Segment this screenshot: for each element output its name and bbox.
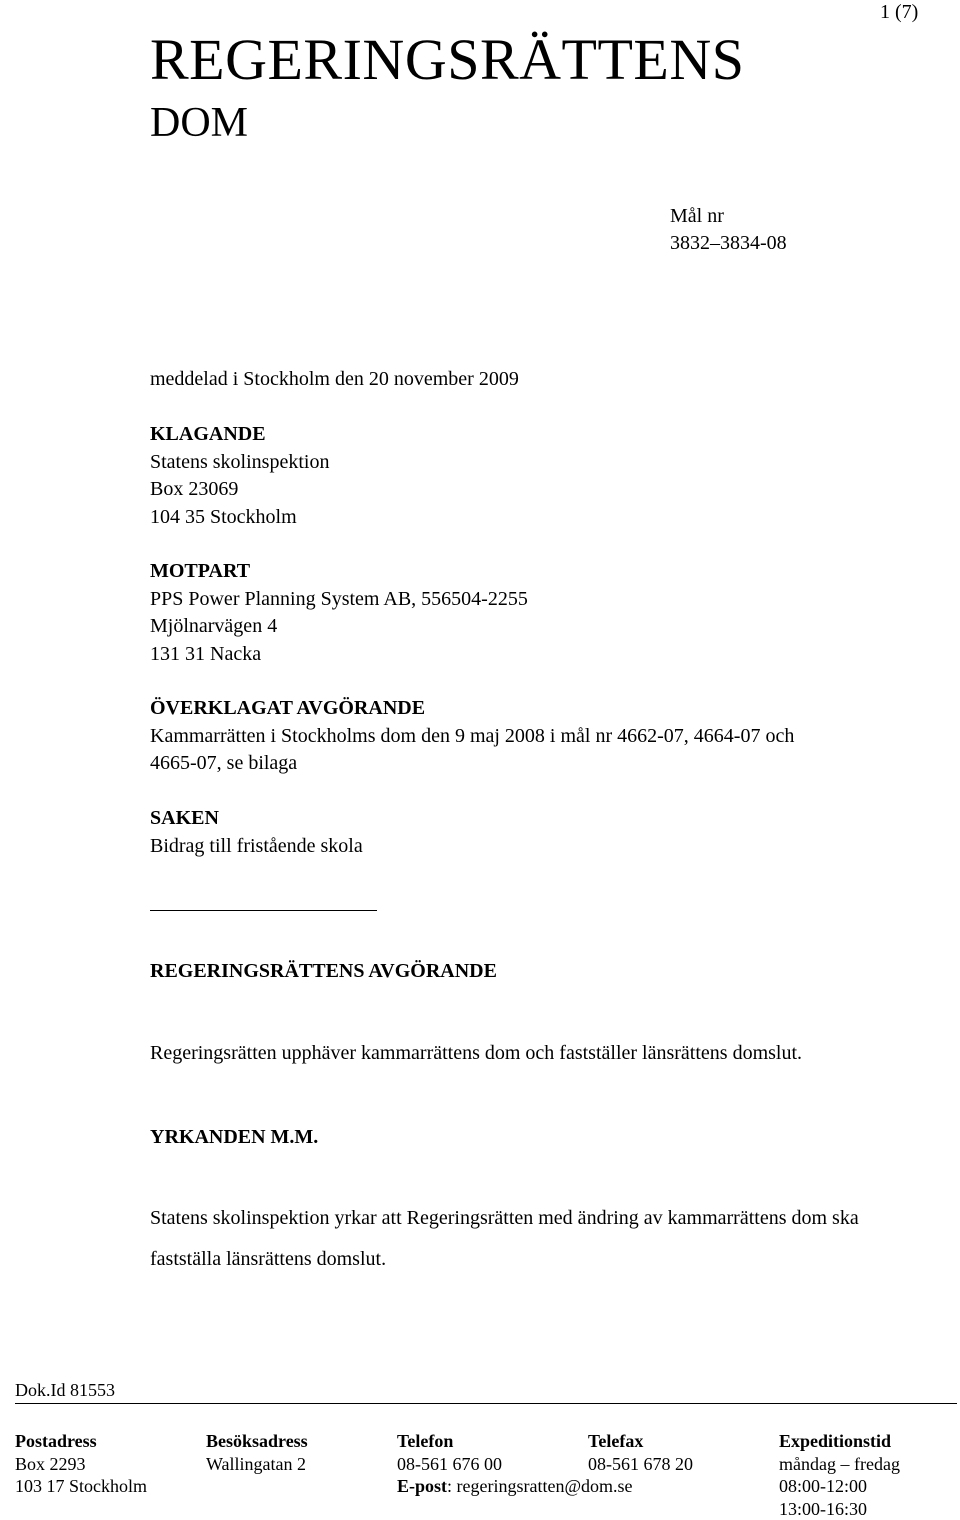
footer-line: måndag – fredag [779, 1453, 900, 1476]
saken-heading: SAKEN [150, 805, 363, 833]
case-number-block [670, 203, 787, 257]
footer-heading: Telefax [588, 1430, 693, 1453]
footer-line: 08:00-12:00 [779, 1475, 900, 1498]
case-numbers: 3832–3834-08 [670, 230, 787, 257]
footer-heading: Expeditionstid [779, 1430, 900, 1453]
footer-besoksadress [206, 1430, 308, 1475]
overklagat-line: 4665-07, se bilaga [150, 750, 794, 778]
footer-heading: Telefon [397, 1430, 633, 1453]
klagande-heading: KLAGANDE [150, 421, 329, 449]
decision-heading: REGERINGSRÄTTENS AVGÖRANDE [150, 958, 497, 986]
email-address[interactable]: : regeringsratten@dom.se [447, 1476, 633, 1496]
saken-section [150, 805, 363, 860]
claims-text: Statens skolinspektion yrkar att Regeringsrätten med ändring av kammarrättens dom ska fastställa länsrättens domslut. [150, 1198, 930, 1280]
footer-email [397, 1475, 633, 1498]
footer-postadress [15, 1430, 147, 1498]
motpart-line: Mjölnarvägen 4 [150, 613, 528, 641]
motpart-line: 131 31 Nacka [150, 641, 528, 669]
saken-line: Bidrag till fristående skola [150, 833, 363, 861]
court-title: REGERINGSRÄTTENS [150, 26, 744, 94]
email-label: E-post [397, 1476, 447, 1496]
document-type: DOM [150, 98, 248, 148]
footer-line: 08-561 678 20 [588, 1453, 693, 1476]
klagande-line: Statens skolinspektion [150, 449, 329, 477]
klagande-line: 104 35 Stockholm [150, 504, 329, 532]
overklagat-section [150, 695, 794, 778]
footer-telefax [588, 1430, 693, 1475]
footer-line: 103 17 Stockholm [15, 1475, 147, 1498]
footer-line: Box 2293 [15, 1453, 147, 1476]
section-divider [150, 910, 377, 911]
footer-line: 08-561 676 00 [397, 1453, 633, 1476]
footer-heading: Besöksadress [206, 1430, 308, 1453]
overklagat-line: Kammarrätten i Stockholms dom den 9 maj 2008 i mål nr 4662-07, 4664-07 och [150, 723, 794, 751]
klagande-section [150, 421, 329, 531]
document-id: Dok.Id 81553 [15, 1379, 115, 1401]
footer-expeditionstid [779, 1430, 900, 1520]
motpart-heading: MOTPART [150, 558, 528, 586]
motpart-line: PPS Power Planning System AB, 556504-2255 [150, 586, 528, 614]
motpart-section [150, 558, 528, 668]
decision-text: Regeringsrätten upphäver kammarrättens dom och fastställer länsrättens domslut. [150, 1040, 802, 1068]
footer-line: Wallingatan 2 [206, 1453, 308, 1476]
claims-heading: YRKANDEN M.M. [150, 1124, 318, 1152]
footer-line: 13:00-16:30 [779, 1498, 900, 1520]
issued-line: meddelad i Stockholm den 20 november 2009 [150, 366, 519, 394]
footer-divider [15, 1403, 957, 1404]
page-number: 1 (7) [880, 0, 918, 24]
footer-heading: Postadress [15, 1430, 147, 1453]
overklagat-heading: ÖVERKLAGAT AVGÖRANDE [150, 695, 794, 723]
klagande-line: Box 23069 [150, 476, 329, 504]
case-number-label: Mål nr [670, 203, 787, 230]
